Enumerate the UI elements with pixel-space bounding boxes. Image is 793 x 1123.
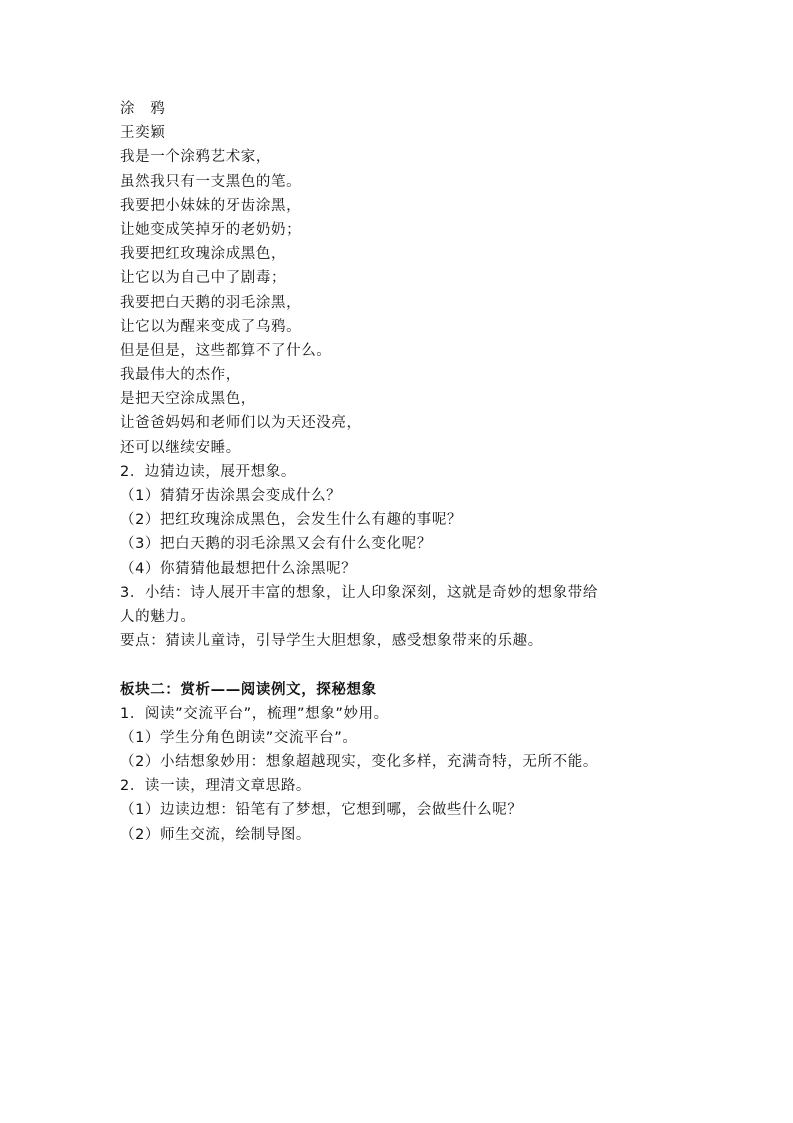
key-point: 要点：猜读儿童诗，引导学生大胆想象，感受想象带来的乐趣。 [120, 633, 543, 650]
poem-body [120, 145, 680, 459]
poem-line: 我要把白天鹅的羽毛涂黑， [120, 294, 302, 311]
document-body [120, 97, 680, 847]
list-item: （2）师生交流，绘制导图。 [120, 826, 312, 843]
poem-line: 还可以继续安睡。 [120, 439, 241, 456]
poem-line: 我最伟大的杰作， [120, 367, 241, 384]
list-item: （3）把白天鹅的羽毛涂黑又会有什么变化呢？ [120, 536, 432, 553]
poem-line: 我要把红玫瑰涂成黑色， [120, 246, 287, 263]
list-item: （1）边读边想：铅笔有了梦想，它想到哪，会做些什么呢？ [120, 802, 523, 819]
step-heading: 2．读一读，理清文章思路。 [120, 778, 312, 795]
poem-line: 虽然我只有一支黑色的笔。 [120, 173, 302, 190]
poem-title: 涂 鸦 [120, 101, 166, 117]
summary-line: 3．小结：诗人展开丰富的想象，让人印象深刻，这就是奇妙的想象带给 [120, 584, 598, 601]
step-heading: 2．边猜边读，展开想象。 [120, 463, 296, 480]
paragraph-gap [120, 653, 680, 677]
poem-line: 让它以为自己中了剧毒； [120, 270, 287, 287]
list-item: （2）把红玫瑰涂成黑色，会发生什么有趣的事呢？ [120, 512, 463, 529]
section-heading: 板块二：赏析——阅读例文，探秘想象 [120, 681, 377, 698]
poem-author: 王奕颖 [120, 125, 166, 142]
poem-line: 但是但是，这些都算不了什么。 [120, 342, 332, 359]
list-item: （4）你猜猜他最想把什么涂黑呢？ [120, 560, 357, 577]
list-item: （1）猜猜牙齿涂黑会变成什么？ [120, 488, 342, 504]
step-heading: 1．阅读”交流平台”，梳理”想象”妙用。 [120, 705, 389, 722]
poem-line: 是把天空涂成黑色， [120, 391, 256, 408]
poem-line: 让它以为醒来变成了乌鸦。 [120, 318, 302, 335]
poem-line: 让爸爸妈妈和老师们以为天还没亮， [120, 415, 362, 432]
list-item: （1）学生分角色朗读”交流平台”。 [120, 729, 358, 746]
poem-line: 让她变成笑掉牙的老奶奶； [120, 221, 302, 238]
list-item: （2）小结想象妙用：想象超越现实，变化多样，充满奇特，无所不能。 [120, 754, 598, 771]
summary-line-continued: 人的魅力。 [120, 608, 196, 625]
poem-line: 我要把小妹妹的牙齿涂黑， [120, 197, 302, 214]
poem-line: 我是一个涂鸦艺术家， [120, 149, 271, 166]
